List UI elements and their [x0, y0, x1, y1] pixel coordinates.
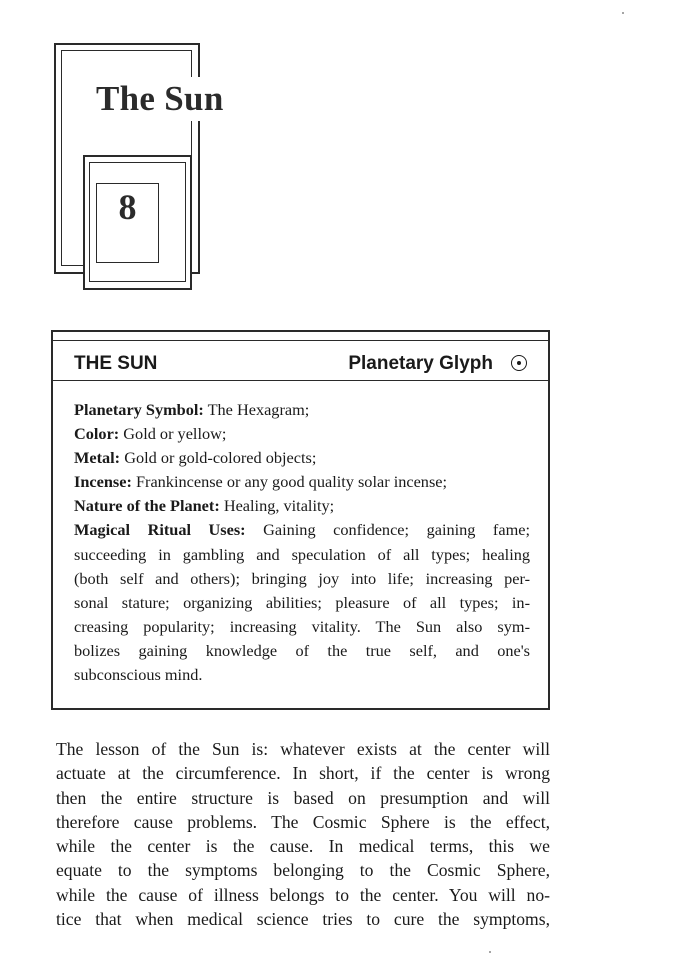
scan-speck — [489, 951, 491, 953]
body-paragraph — [56, 737, 550, 931]
attribute-row — [74, 422, 530, 446]
box-header-rule — [51, 380, 550, 381]
sun-glyph-dot — [517, 361, 521, 365]
attribute-label: Planetary Symbol: — [74, 400, 204, 419]
box-header-glyph-label: Planetary Glyph — [348, 353, 493, 374]
ritual-line: sonal stature; organizing abilities; pleasure of all types; in- — [74, 592, 530, 612]
body-line: tice that when medical science tries to cure the symptoms, — [56, 909, 550, 930]
attribute-row — [74, 398, 530, 422]
scan-speck — [622, 12, 624, 14]
attribute-row — [74, 470, 530, 494]
attribute-value: Gold or gold-colored objects; — [124, 448, 317, 468]
chapter-number: 8 — [118, 187, 137, 227]
box-header-title: THE SUN — [74, 353, 158, 374]
ritual-line: succeeding in gambling and speculation of all types; healing — [74, 544, 530, 564]
ritual-line: bolizes gaining knowledge of the true self, and one's — [74, 640, 530, 660]
body-line: while the cause of illness belongs to the center. You will no- — [56, 884, 550, 905]
attribute-value: Gold or yellow; — [123, 424, 227, 444]
attribute-value: Frankincense or any good quality solar incense; — [135, 472, 448, 492]
box-top-rule — [51, 340, 550, 341]
attribute-label: Color: — [74, 424, 120, 444]
ritual-line: (both self and others); bringing joy into life; increasing per- — [74, 568, 530, 588]
chapter-title: The Sun — [94, 77, 228, 121]
attribute-value: The Hexagram; — [207, 400, 310, 419]
ritual-first-line: Gaining confidence; gaining fame; — [263, 520, 530, 540]
body-line: therefore cause problems. The Cosmic Sphere is the effect, — [56, 811, 550, 832]
ritual-line: creasing popularity; increasing vitality. The Sun also sym- — [74, 616, 530, 636]
attribute-value: Healing, vitality; — [223, 496, 335, 516]
ritual-row — [74, 518, 530, 542]
planet-attributes — [74, 398, 530, 687]
attribute-row — [74, 446, 530, 470]
body-line: The lesson of the Sun is: whatever exists at the center will — [56, 739, 550, 759]
body-line: actuate at the circumference. In short, if the center is wrong — [56, 763, 550, 784]
ritual-label: Magical Ritual Uses: — [74, 520, 246, 540]
body-line: equate to the symptoms belonging to the Cosmic Sphere, — [56, 860, 550, 881]
ritual-line: subconscious mind. — [74, 665, 203, 685]
attribute-label: Incense: — [74, 472, 132, 492]
attribute-label: Nature of the Planet: — [74, 496, 220, 516]
attribute-label: Metal: — [74, 448, 121, 468]
body-line: then the entire structure is based on presumption and will — [56, 787, 550, 808]
attribute-row — [74, 494, 530, 518]
body-line: while the center is the cause. In medical terms, this we — [56, 836, 550, 857]
